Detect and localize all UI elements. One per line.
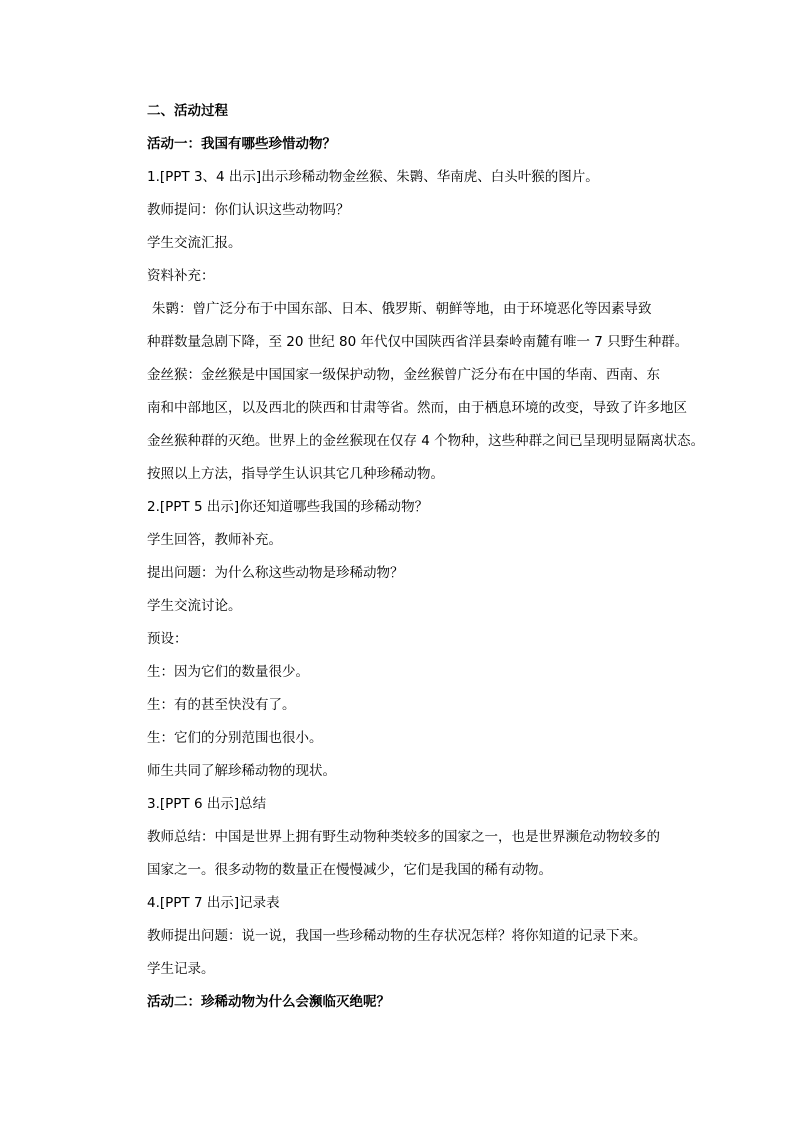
paragraph-line: 生：它们的分别范围也很小。 — [147, 730, 323, 746]
paragraph-line: 2.[PPT 5 出示]你还知道哪些我国的珍稀动物？ — [147, 499, 429, 515]
paragraph-line: 朱鹮：曾广泛分布于中国东部、日本、俄罗斯、朝鲜等地，由于环境恶化等因素导致 — [152, 301, 652, 317]
paragraph-line: 国家之一。很多动物的数量正在慢慢减少，它们是我国的稀有动物。 — [147, 862, 552, 878]
section-heading: 二、活动过程 — [147, 103, 228, 119]
paragraph-line: 南和中部地区，以及西北的陕西和甘肃等省。然而，由于栖息环境的改变，导致了许多地区 — [147, 400, 687, 416]
paragraph-line: 1.[PPT 3、4 出示]出示珍稀动物金丝猴、朱鹮、华南虎、白头叶猴的图片。 — [147, 169, 599, 185]
paragraph-line: 4.[PPT 7 出示]记录表 — [147, 895, 280, 911]
paragraph-line: 种群数量急剧下降，至 20 世纪 80 年代仅中国陕西省洋县秦岭南麓有唯一 7 只野生种群。 — [147, 334, 689, 350]
paragraph-line: 提出问题：为什么称这些动物是珍稀动物？ — [147, 565, 404, 581]
paragraph-line: 3.[PPT 6 出示]总结 — [147, 796, 267, 812]
paragraph-line: 学生交流汇报。 — [147, 235, 242, 251]
paragraph-line: 学生记录。 — [147, 961, 215, 977]
paragraph-line: 学生回答，教师补充。 — [147, 532, 282, 548]
paragraph-line: 师生共同了解珍稀动物的现状。 — [147, 763, 336, 779]
paragraph-line: 教师提出问题：说一说，我国一些珍稀动物的生存状况怎样？将你知道的记录下来。 — [147, 928, 647, 944]
activity-two-heading: 活动二：珍稀动物为什么会濒临灭绝呢？ — [147, 994, 390, 1010]
paragraph-line: 教师总结：中国是世界上拥有野生动物种类较多的国家之一，也是世界濒危动物较多的 — [147, 829, 660, 845]
activity-one-heading: 活动一：我国有哪些珍惜动物？ — [147, 136, 336, 152]
paragraph-line: 学生交流讨论。 — [147, 598, 242, 614]
paragraph-line: 金丝猴种群的灭绝。世界上的金丝猴现在仅存 4 个物种，这些种群之间已呈现明显隔离状态。 — [147, 433, 705, 449]
paragraph-line: 生：因为它们的数量很少。 — [147, 664, 309, 680]
paragraph-line: 教师提问：你们认识这些动物吗？ — [147, 202, 350, 218]
paragraph-line: 按照以上方法，指导学生认识其它几种珍稀动物。 — [147, 466, 444, 482]
paragraph-line: 生：有的甚至快没有了。 — [147, 697, 296, 713]
paragraph-line: 预设： — [147, 631, 188, 647]
paragraph-line: 金丝猴：金丝猴是中国国家一级保护动物，金丝猴曾广泛分布在中国的华南、西南、东 — [147, 367, 660, 383]
paragraph-line: 资料补充： — [147, 268, 215, 284]
